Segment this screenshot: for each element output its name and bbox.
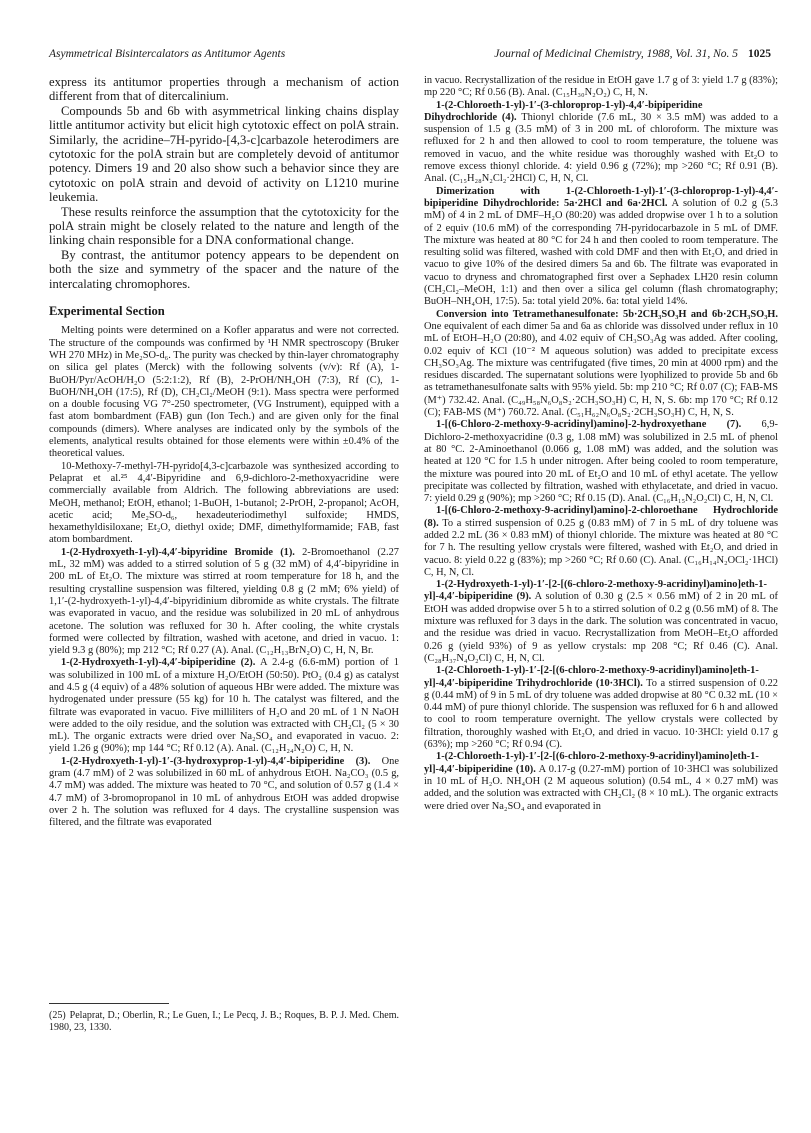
exp-paragraph-text: To a stirred suspension of 0.25 g (0.83 mM) of 7 in 5 mL of dry toluene was added 2.2 mL (36 × 0.83 mM) of thionyl chloride. The mixture was heated at 80 °C for 7 h. The resulting yellow crystals were filtered, washed with Et₂O, and dried in vacuo. 8: yield 0.22 g (83%); mp >260 °C; Rf 0.60 (C). Anal. (C₁₆H₁₄N₂OCl₂·1HCl) C, H, N, Cl. xyxy=(424,517,778,578)
exp-paragraph-title: 1-(2-Chloroeth-1-yl)-1′-[2-[(6-chloro-2-methoxy-9-acridinyl)amino]eth-1-yl]-4,4′-bipiperidine (10). xyxy=(424,751,759,775)
exp-paragraph xyxy=(49,756,399,830)
exp-paragraph-title: 1-(2-Hydroxyeth-1-yl)-4,4′-bipiperidine (2). xyxy=(61,657,256,669)
footnote-label: (25) xyxy=(49,1010,66,1021)
exp-paragraph-text: A solution of 0.30 g (2.5 × 0.56 mM) of 2 in 20 mL of EtOH was added dropwise over 5 h to a stirred solution of 0.2 g (0.56 mM) of 8. The mixture was refluxed for 3 days in the dark. The solution was concentrated in vacuo, and the residue was dried in vacuo. Recrystallization from MeOH–Et₂O afforded 0.26 g (yield 93%) of 9 as yellow crystals: mp 208 °C; Rf 0.46 (C). Anal. (C₂₈H₃₇N₄O₂Cl) C, H, N, Cl. xyxy=(424,591,779,664)
exp-paragraph-title: 1-(2-Hydroxyeth-1-yl)-1′-[2-[(6-chloro-2-methoxy-9-acridinyl)amino]eth-1-yl]-4,4′-bipiperidine (9). xyxy=(424,579,767,603)
exp-paragraph-title: 1-(2-Chloroeth-1-yl)-1′-(3-chloroprop-1-yl)-4,4′-bipiperidine Dihydrochloride (4). xyxy=(424,99,703,123)
exp-paragraph xyxy=(424,100,778,186)
footnote-rule xyxy=(49,1003,169,1004)
exp-paragraph-text: 2-Bromoethanol (2.27 mL, 32 mM) was added to a stirred solution of 5 g (32 mM) of 4,4′-bipyridine in 200 mL of Et₂O. The mixture was stirred at room temperature for 18 h, and the resulting crystalline suspension was filtered, yielding 0.8 g (2 mM; 6% yield) of 1,1′-(2-hydroxyeth-1-yl)-4,4′-bipyridinium dibromide as white crystals. The filtrate was evaporated in vacuo, and the residue was solubilized in 20 mL of anhydrous acetone. The solution was refluxed for 30 h. After cooling, the white crystals formed were collected by filtration, washed with acetone, and dried in vacuo. 1: yield 9.3 g (80%); mp 212 °C; Rf 0.27 (A). Anal. (C₁₂H₁₃BrN₂O) C, H, N, Br. xyxy=(49,546,399,657)
running-title: Asymmetrical Bisintercalators as Antitumor Agents xyxy=(49,48,286,60)
exp-paragraph-title: 1-(2-Chloroeth-1-yl)-1′-[2-[(6-chloro-2-methoxy-9-acridinyl)amino]eth-1-yl]-4,4′-bipiperidine Trihydrochloride (10·3HCl). xyxy=(424,665,759,689)
intro-paragraph: By contrast, the antitumor potency appears to be dependent on both the size and symmetry of the spacer and the nature of the intercalating chromophores. xyxy=(49,247,399,291)
exp-paragraph xyxy=(424,75,778,100)
exp-paragraph-text: 6,9-Dichloro-2-methoxyacridine (0.3 g, 1.08 mM) was solubilized in 2.5 mL of phenol at 80 °C. 2-Aminoethanol (0.066 g, 1.08 mM) was added, and the solution was heated at 120 °C for 1.5 h under nitrogen. After being cooled to room temperature, the mixture was poured into 20 mL of Et₂O and 10 mL of ethyl acetate. The yellow precipitate was collected by filtration, washed with ethylacetate, and dried in vacuo. 7: yield 0.29 g (90%); mp >260 °C; Rf 0.15 (D). Anal. (C₁₆H₁₅N₂O₂Cl) C, H, N, Cl. xyxy=(424,419,778,505)
journal-name: Journal of Medicinal Chemistry, 1988, Vol. 31, No. 5 xyxy=(494,48,738,60)
exp-paragraph-text: To a stirred suspension of 0.22 g (0.44 mM) of 9 in 5 mL of dry toluene was added dropwise at 80 °C 0.32 mL (10 × 0.44 mM) of pure thionyl chloride. The suspension was refluxed for 6 h and allowed to cool to room temperature overnight. The yellow crystals were collected by filtration, thoroughly washed with Et₂O, and dried in vacuo. 10·3HCl: yield 0.17 g (63%); mp >260 °C; Rf 0.94 (C). xyxy=(424,677,778,751)
left-column xyxy=(49,75,399,830)
exp-paragraph xyxy=(49,461,399,547)
exp-paragraph-text: One equivalent of each dimer 5a and 6a as chloride was dissolved under reflux in 10 mL of EtOH–H₂O (20:80), and 4.02 equiv of CH₃SO₃Ag was added. After cooling, 0.02 equiv of KCl (10⁻² M aqueous solution) was added to precipitate excess CH₃SO₃Ag. The mixture was centrifugated (five times, 20 min at 4000 rpm) and the residues discarded. The supernatant solutions were lyophilized to provide 5b and 6b as tetramethanesulfonate salts with 95% yield. 5b: mp 210 °C; Rf 0.07 (C); FAB-MS (M⁺) 732.42. Anal. (C₄₉H₅₈N₆O₈S₂·2CH₃SO₃H) C, H, N, S. 6b: mp 170 °C; Rf 0.12 (C); FAB-MS (M⁺) 760.72. Anal. (C₅₁H₆₂N₆O₈S₂·2CH₃SO₃H) C, H, N, S. xyxy=(424,320,778,419)
exp-paragraph-text: Thionyl chloride (7.6 mL, 30 × 3.5 mM) was added to a suspension of 1.5 g (3.5 mM) of 3 in 200 mL of chloroform. The mixture was refluxed for 2 h and then allowed to cool to room temperature, the toluene was removed in vacuo, and the white residue was thoroughly washed with Et₂O to remove excess thionyl chloride. 4: yield 0.96 g (72%); mp >260 °C; Rf 0.91 (B). Anal. (C₁₅H₂₈N₂Cl₂·2HCl) C, H, N, Cl. xyxy=(424,111,778,185)
exp-paragraph-text: A 0.17-g (0.27-mM) portion of 10·3HCl was solubilized in 10 mL of H₂O. NH₄OH (2 M aqueous solution) (0.54 mL, 4 × 0.27 mM) was added, and the solution was extracted with CH₂Cl₂ (8 × 10 mL). The organic extracts were dried over Na₂SO₄ and evaporated in xyxy=(424,763,778,812)
exp-paragraph-text: A solution of 0.2 g (5.3 mM) of 4 in 2 mL of DMF–H₂O (80:20) was added dropwise over 1 h to a solution of 2 equiv (10.6 mM) of the corresponding 7H-pyridocarbazole in 5 mL of DMF. The mixture was heated at 80 °C for 24 h and then cooled to room temperature. The resulting solid was filtered, washed with cold DMF and then with Et₂O, and dried in vacuo to give 10% of the desired dimers 5a and 6b. The filtrate was evaporated in vacuo to dryness and chromatographed first over a Sephadex LH20 resin column (CH₂Cl₂–MeOH, 1:1) and then over a silica gel column (flash chromatography; BuOH–NH₄OH, 17:5). 5a: total yield 20%. 6a: total yield 14%. xyxy=(424,197,778,308)
section-title: Experimental Section xyxy=(49,304,165,319)
exp-paragraph-text: A 2.4-g (6.6-mM) portion of 1 was solubilized in 100 mL of a mixture H₂O/EtOH (50:50). PtO₂ (0.4 g) as catalyst and 4.5 g (4 equiv) of a 48% solution of aqueous HBr were added. The mixture was hydrogenated under pressure (55 kg) for 10 h. The catalyst was filtered, and the filtrate was evaporated in vacuo. Five milliliters of H₂O and 20 mL of 1 N NaOH were added to the oily residue, and the solution was extracted with CH₂Cl₂ (5 × 30 mL). The organic extracts were dried over Na₂SO₄ and evaporated in vacuo. 2: yield 1.26 g (90%); mp 144 °C; Rf 0.12 (A). Anal. (C₁₂H₂₄N₂O) C, H, N. xyxy=(49,657,399,755)
exp-paragraph xyxy=(49,325,399,460)
intro-paragraph: Compounds 5b and 6b with asymmetrical linking chains display little antitumor activity but elicit high cytotoxic effect on polA strain. Similarly, the acridine–7H-pyrido-[4,3-c]carbazole heterodimers are cytotoxic for the polA strain but are completely devoid of antitumor potency. Dimers 19 and 20 also show such a behavior since they are cytotoxic on polA strain and devoid of activity on L1210 murine leukemia. xyxy=(49,103,399,205)
exp-paragraph-title: 1-[(6-Chloro-2-methoxy-9-acridinyl)amino]-2-hydroxyethane (7). xyxy=(436,419,742,431)
exp-paragraph-text: One gram (4.7 mM) of 2 was solubilized in 60 mL of anhydrous EtOH. Na₂CO₃ (0.5 g, 4.7 mM) was added. The mixture was heated to 70 °C, and solution of 0.57 g (1.4 × 4.7 mM) of 3-bromopropanol in 10 mL of anhydrous EtOH was added dropwise over 2 h. The solution was refluxed for 4 days. The crystalline suspension was filtered, and the filtrate was evaporated xyxy=(49,755,399,829)
intro-paragraph: These results reinforce the assumption that the cytotoxicity for the polA strain might be closely related to the nature and length of the linking chain responsible for a DNA conformational change. xyxy=(49,204,399,248)
exp-paragraph xyxy=(424,309,778,420)
journal-citation xyxy=(494,48,771,60)
exp-paragraph-title: Conversion into Tetramethanesulfonate: 5b·2CH₃SO₃H and 6b·2CH₃SO₃H. xyxy=(436,308,778,320)
exp-paragraph-title: 1-(2-Hydroxyeth-1-yl)-4,4′-bipyridine Bromide (1). xyxy=(61,546,295,558)
exp-paragraph xyxy=(49,657,399,755)
exp-paragraph xyxy=(424,419,778,505)
intro-paragraph: express its antitumor properties through a mechanism of action different from that of ditercalinium. xyxy=(49,75,399,104)
exp-paragraph xyxy=(424,751,778,812)
exp-paragraph-title: 1-[(6-Chloro-2-methoxy-9-acridinyl)amino]-2-chloroethane Hydrochloride (8). xyxy=(424,505,778,529)
exp-paragraph-title: 1-(2-Hydroxyeth-1-yl)-1′-(3-hydroxyprop-1-yl)-4,4′-bipiperidine (3). xyxy=(61,755,371,767)
exp-paragraph xyxy=(424,579,778,665)
footnote-text: Pelaprat, D.; Oberlin, R.; Le Guen, I.; Le Pecq, J. B.; Roques, B. P. J. Med. Chem. 1980, 23, 1330. xyxy=(49,1010,399,1033)
exp-paragraph-title: Dimerization with 1-(2-Chloroeth-1-yl)-1′-(3-chloroprop-1-yl)-4,4′-bipiperidine Dihydrochloride: 5a·2HCl and 6a·2HCl. xyxy=(424,185,778,209)
exp-paragraph xyxy=(424,186,778,309)
exp-paragraph xyxy=(424,505,778,579)
page-number: 1025 xyxy=(748,48,771,60)
exp-paragraph-text: 10-Methoxy-7-methyl-7H-pyrido[4,3-c]carbazole was synthesized according to Pelaprat et al.²⁵ 4,4′-Bipyridine and 6,9-dichloro-2-methoxyacridine were commercially available from Aldrich. The following abbreviations are used: MeOH, methanol; EtOH, ethanol; 1-BuOH, 1-butanol; 2-PrOH, 2-propanol; AcOH, acetic acid; Me₂SO-d₆, hexadeuteriodimethyl sulfoxide; HMDS, hexamethyldisiloxane; Et₂O, diethyl oxide; DMF, dimethylformamide; FAB, fast atom bombardment. xyxy=(49,460,399,546)
exp-paragraph xyxy=(49,547,399,658)
exp-paragraph-text: in vacuo. Recrystallization of the residue in EtOH gave 1.7 g of 3: yield 1.7 g (83%); mp 220 °C; Rf 0.56 (B). Anal. (C₁₅H₃₀N₂O₂) C, H, N. xyxy=(424,75,778,99)
footnote xyxy=(49,1010,399,1034)
exp-paragraph xyxy=(424,665,778,751)
right-column xyxy=(424,75,778,813)
exp-paragraph-text: Melting points were determined on a Kofler apparatus and were not corrected. The structure of the compounds was confirmed by ¹H NMR spectroscopy (Bruker WH 270 MHz) in Me₂SO-d₆. The purity was checked by thin-layer chromatography on silica gel plates (Merck) with the following solvents (v/v): Rf (A), 1-BuOH/Pyr/AcOH/H₂O (5:2:1:2), Rf (B), 2-PrOH/NH₄OH (7:3), Rf (C), 1-BuOH/NH₄OH (17:5), Rf (D), CH₂Cl₂/MeOH (9:1). Mass spectra were performed on a double focusing VG 7°-250 spectrometer, (VG Instrument), equipped with a fast atom bombardment (FAB) gun (Ion Tech.) and are given only for the final compounds (dimers). Where analyses are indicated only by the symbols of the elements, analytical results obtained for those elements were within ±0.4% of the theoretical values. xyxy=(49,325,399,460)
